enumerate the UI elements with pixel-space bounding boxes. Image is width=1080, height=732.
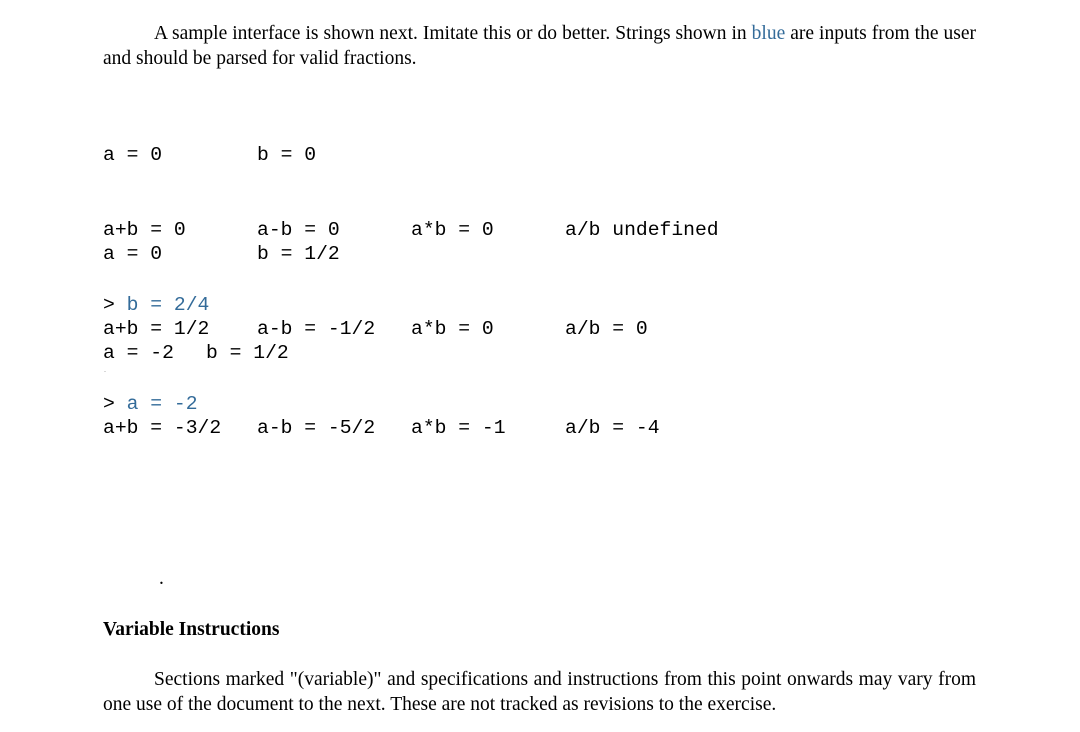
intro-text-start: A sample interface is shown next. Imitate this or do better. Strings shown in	[154, 23, 752, 44]
prompt-symbol: >	[103, 393, 127, 415]
session-1-values-row	[103, 143, 719, 168]
result-product: a*b = -1	[411, 417, 506, 439]
value-a: a = 0	[103, 243, 163, 265]
result-sum: a+b = -3/2	[103, 417, 222, 439]
intro-blue-word: blue	[751, 23, 786, 44]
result-quotient: a/b = 0	[565, 318, 648, 340]
session-block-3	[103, 291, 660, 466]
value-b: b = 1/2	[206, 342, 289, 364]
stray-dot: .	[159, 568, 164, 589]
result-sum: a+b = 1/2	[103, 318, 210, 340]
prompt-symbol: >	[103, 294, 127, 316]
result-product: a*b = 0	[411, 318, 494, 340]
user-input: b = 2/4	[126, 294, 210, 316]
session-2-values-row	[103, 242, 648, 267]
user-input: a = -2	[126, 393, 198, 415]
value-a: a = 0	[103, 144, 163, 166]
result-difference: a-b = -1/2	[257, 318, 376, 340]
result-quotient: a/b undefined	[565, 219, 719, 241]
variable-instructions-paragraph: Sections marked "(variable)" and specifications and instructions from this point onwards may vary from one use of the document to the next. These are not tracked as revisions to the exercise.	[103, 669, 976, 715]
value-a: a = -2	[103, 342, 174, 364]
value-b: b = 0	[257, 144, 317, 166]
result-quotient: a/b = -4	[565, 417, 660, 439]
stray-speck	[104, 371, 106, 372]
result-difference: a-b = -5/2	[257, 417, 376, 439]
result-sum: a+b = 0	[103, 219, 186, 241]
section-heading: Variable Instructions	[103, 619, 280, 640]
result-difference: a-b = 0	[257, 219, 340, 241]
intro-paragraph	[103, 21, 976, 71]
value-b: b = 1/2	[257, 243, 340, 265]
session-3-values-row	[103, 341, 660, 366]
session-3-results-row	[103, 416, 660, 441]
intro-text-end: are inputs from the user and should be parsed for valid fractions.	[103, 23, 976, 69]
result-product: a*b = 0	[411, 219, 494, 241]
